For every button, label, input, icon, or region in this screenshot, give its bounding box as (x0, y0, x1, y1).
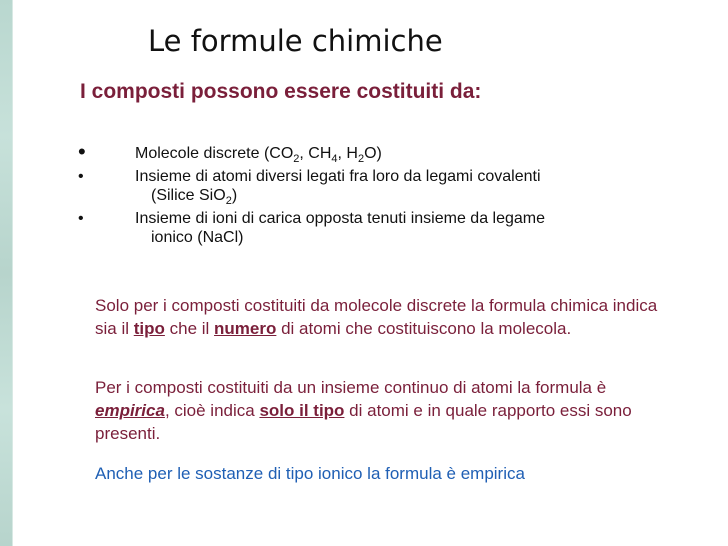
subscript: 2 (293, 153, 300, 166)
left-decorative-band (0, 0, 12, 546)
subscript: 2 (225, 195, 232, 208)
bullet-text-part: Molecole discrete (CO (135, 145, 294, 162)
bullet-text-part: , H (337, 145, 358, 162)
left-band-divider (12, 0, 13, 546)
bullet-text-part: , CH (299, 145, 332, 162)
emphasis-solo-il-tipo: solo il tipo (259, 401, 345, 420)
bullet-text: Insieme di ioni di carica opposta tenuti insieme da legame (135, 210, 546, 227)
emphasis-empirica: empirica (95, 401, 165, 420)
bullet-text: Insieme di atomi diversi legati fra loro da legami covalenti (135, 168, 541, 185)
bullet-text-continued (151, 186, 678, 208)
bullet-text-part: O) (364, 145, 382, 162)
paragraph-sostanze-ioniche: Anche per le sostanze di tipo ionico la formula è empirica (95, 464, 525, 483)
bullet-item-ioni (78, 209, 678, 247)
slide-subtitle: I composti possono essere costituiti da: (80, 80, 482, 103)
bullet-text-continued: ionico (NaCl) (151, 229, 244, 246)
paragraph-text: , cioè indica (164, 401, 260, 420)
bullet-dot-icon: • (78, 139, 86, 164)
paragraph-molecole-discrete (95, 294, 675, 340)
slide-title: Le formule chimiche (148, 24, 443, 58)
emphasis-numero: numero (214, 319, 277, 338)
bullet-list (78, 139, 678, 251)
bullet-item-atomi (78, 167, 678, 208)
bullet-dot-icon: • (78, 210, 84, 227)
bullet-text-part: ) (231, 187, 238, 204)
paragraph-text: Per i composti costituiti da un insieme continuo di atomi la formula è (95, 378, 607, 397)
bullet-dot-icon: • (78, 168, 84, 185)
bullet-text-part: (Silice SiO (151, 187, 226, 204)
paragraph-text: Solo per i composti costituiti da molecole discrete la formula chimica indica sia il (95, 296, 658, 338)
bullet-item-molecole (78, 139, 678, 166)
paragraph-insieme-continuo (95, 376, 675, 445)
paragraph-text: di atomi e in quale rapporto essi sono presenti. (95, 401, 632, 443)
paragraph-text: che il (164, 319, 215, 338)
paragraph-text: di atomi che costituiscono la molecola. (276, 319, 572, 338)
subscript: 2 (357, 153, 365, 166)
subscript: 4 (331, 153, 338, 166)
emphasis-tipo: tipo (133, 319, 165, 338)
bullet-text (135, 144, 678, 166)
